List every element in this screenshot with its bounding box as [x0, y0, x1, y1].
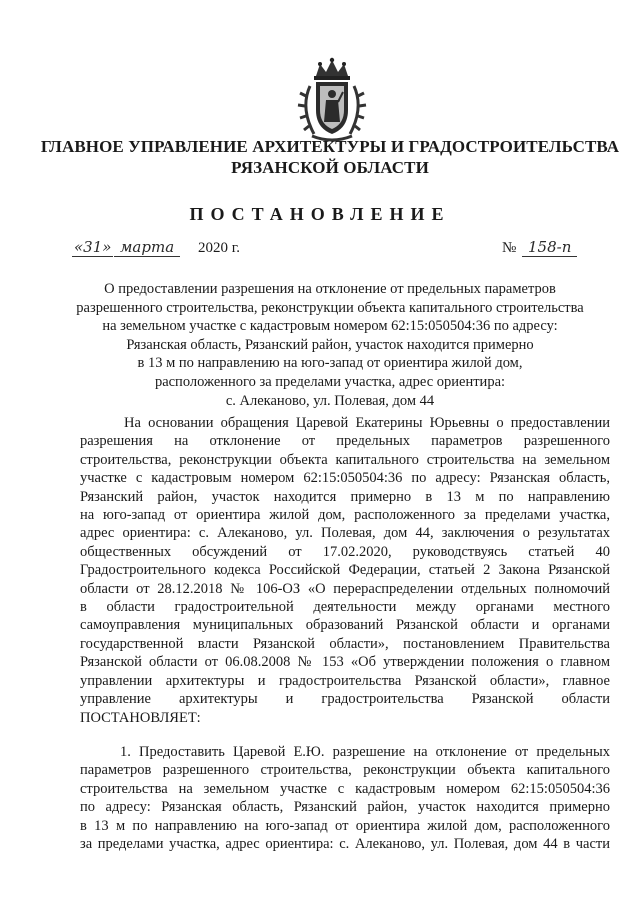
body-line: строительства, реконструкции объекта капитального строительства на земельном [80, 451, 610, 468]
body-line: 1. Предоставить Царевой Е.Ю. разрешение на отклонение от предельных [120, 744, 610, 760]
subject-line: разрешенного строительства, реконструкции объекта капитального строительства [76, 299, 584, 316]
body-line: Градостроительного кодекса Российской Федерации, статьей 2 Закона Рязанской [80, 562, 610, 579]
body-line: общественных обсуждений от 17.02.2020, руководствуясь статьей 40 [80, 543, 610, 560]
subject-line: в 13 м по направлению на юго-запад от ориентира жилой дом, [137, 355, 523, 372]
body-line: На основании обращения Царевой Екатерины Юрьевны о предоставлении [124, 415, 610, 431]
agency-name-line1: ГЛАВНОЕ УПРАВЛЕНИЕ АРХИТЕКТУРЫ И ГРАДОСТРОИТЕЛЬСТВА [40, 137, 620, 156]
body-line: адрес ориентира: с. Алеканово, ул. Полевая, дом 44, заключения о результатах [80, 525, 610, 542]
date-number-row [72, 238, 612, 264]
document-type: ПОСТАНОВЛЕНИЕ [189, 204, 451, 224]
subject-line: с. Алеканово, ул. Полевая, дом 44 [225, 392, 435, 409]
body-line: Рязанской области от 06.08.2008 № 153 «Об утверждении положения о главном [80, 654, 610, 671]
body-line: в 13 м по направлению на юго-запад от ориентира жилой дом, расположенного [80, 817, 610, 834]
body-line: параметров разрешенного строительства, реконструкции объекта капитального [80, 762, 610, 779]
document-number: 158-п [522, 238, 577, 257]
coat-of-arms-icon [294, 56, 370, 142]
body-line: самоуправления муниципальных образований Рязанской области и органами [80, 617, 610, 634]
body-line: Рязанский район, участок находится примерно в 13 м по направлению [80, 488, 610, 505]
document-number-label: № [502, 240, 517, 256]
body-line: государственной власти Рязанской области», постановлением Правительства [80, 635, 610, 652]
body-line: по адресу: Рязанская область, Рязанский район, участок находится примерно [80, 799, 610, 816]
body-line: управление архитектуры и градостроительства Рязанской области [80, 691, 610, 708]
subject-line: на земельном участке с кадастровым номером 62:15:050504:36 по адресу: [102, 318, 558, 335]
date-month: марта [114, 238, 180, 257]
body-line: ПОСТАНОВЛЯЕТ: [80, 709, 201, 726]
document-subject [70, 280, 590, 410]
body-paragraph-2 [80, 743, 610, 853]
body-line: разрешения на отклонение от предельных параметров разрешенного [80, 433, 610, 450]
date-year: 2020 г. [198, 240, 240, 256]
body-line: в области градостроительной деятельности между органами местного [80, 599, 610, 616]
agency-name-line2: РЯЗАНСКОЙ ОБЛАСТИ [231, 158, 429, 177]
body-line: за пределами участка, адрес ориентира: с. Алеканово, ул. Полевая, дом 44 в части [80, 836, 610, 853]
body-line: участке с кадастровым номером 62:15:050504:36 по адресу: Рязанская область, [80, 470, 610, 487]
subject-line: расположенного за пределами участка, адрес ориентира: [154, 373, 506, 390]
subject-line: О предоставлении разрешения на отклонение от предельных параметров [104, 281, 556, 297]
body-line: строительства на земельном участке с кадастровым номером 62:15:050504:36 [80, 780, 610, 797]
body-paragraph-1 [80, 414, 610, 727]
body-line: на юго-запад от ориентира жилой дом, расположенного за пределами участка, [80, 507, 610, 524]
date-day: «31» [74, 238, 112, 256]
body-line: управлении архитектуры и градостроительства Рязанской области», главное [80, 672, 610, 689]
subject-line: Рязанская область, Рязанский район, участок находится примерно [126, 336, 534, 353]
body-line: области от 28.12.2018 № 106-ОЗ «О перераспределении отдельных полномочий [80, 580, 610, 597]
